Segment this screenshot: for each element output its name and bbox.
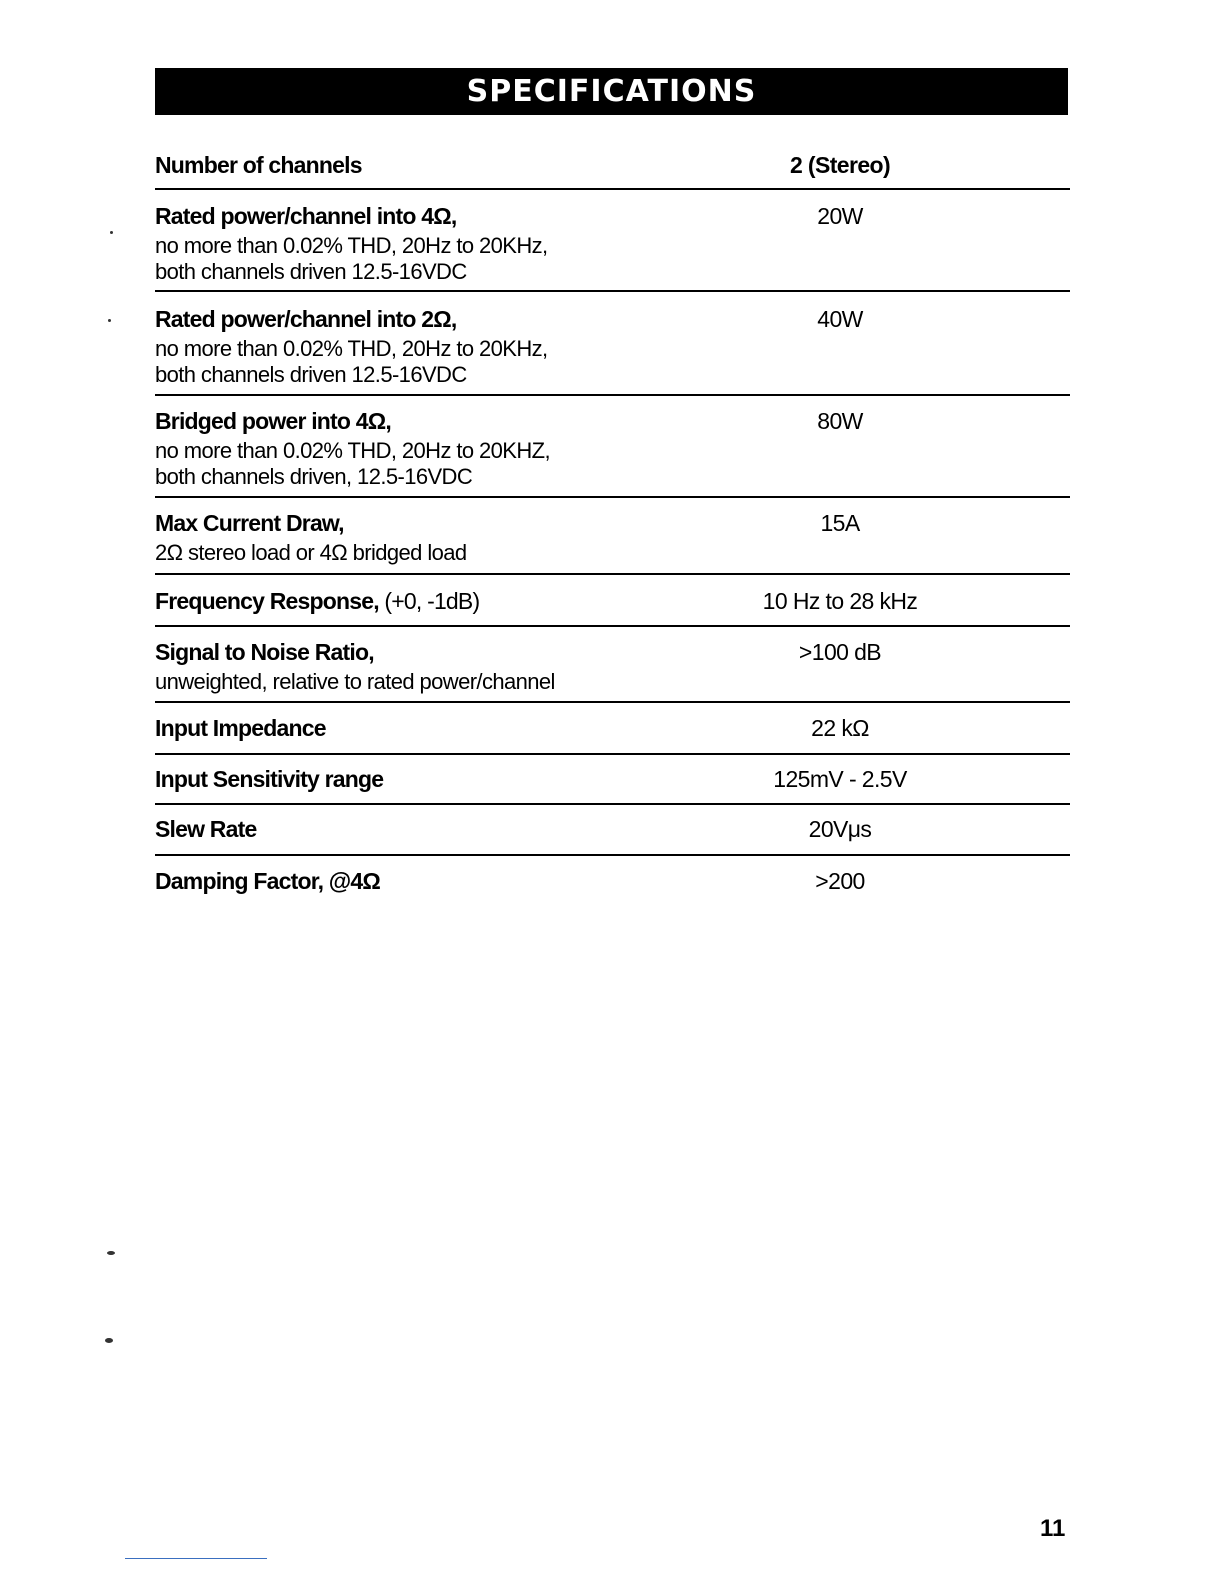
spec-row-signal-noise [155,639,1070,703]
spec-value: >100 dB [798,639,882,665]
spec-value: 15A [820,510,860,536]
spec-detail: 2Ω stereo load or 4Ω bridged load [155,540,467,565]
spec-detail: no more than 0.02% THD, 20Hz to 20KHZ, [155,438,550,463]
spec-label: Input Impedance [155,715,326,741]
spec-value: 40W [817,306,863,332]
scan-speck [105,1338,113,1343]
spec-detail: both channels driven 12.5-16VDC [155,259,467,284]
scan-speck [108,319,111,322]
scan-speck [107,1251,115,1255]
spec-row-max-current [155,510,1070,575]
spec-detail: unweighted, relative to rated power/channel [155,669,555,694]
spec-label-suffix: (+0, -1dB) [378,588,480,614]
spec-value: 80W [817,408,863,434]
spec-row-bridged-power [155,408,1070,498]
spec-value: 125mV - 2.5V [773,766,907,792]
spec-row-damping-factor [155,868,1070,898]
header-bar [155,68,1068,115]
spec-value: 20W [817,203,863,229]
spec-label: Slew Rate [155,816,257,842]
spec-label: Damping Factor, @4Ω [155,868,381,894]
spec-detail: both channels driven 12.5-16VDC [155,362,467,387]
spec-label: Max Current Draw, [155,510,344,536]
spec-detail: no more than 0.02% THD, 20Hz to 20KHz, [155,233,548,258]
spec-row-frequency-response [155,588,1070,627]
spec-label: Rated power/channel into 2Ω, [155,306,457,332]
spec-label: Bridged power into 4Ω, [155,408,391,434]
page-title: SPECIFICATIONS [466,74,757,109]
spec-detail: no more than 0.02% THD, 20Hz to 20KHz, [155,336,548,361]
footer-underline [125,1558,267,1559]
spec-row-input-sensitivity [155,766,1070,805]
spec-label: Rated power/channel into 4Ω, [155,203,457,229]
spec-label: Input Sensitivity range [155,766,384,792]
page-number: 11 [1040,1515,1066,1542]
spec-label: Frequency Response, [155,588,379,614]
spec-detail: both channels driven, 12.5-16VDC [155,464,473,489]
spec-row-slew-rate [155,816,1070,856]
spec-value: 2 (Stereo) [789,152,891,178]
scan-speck [110,231,113,234]
spec-label: Signal to Noise Ratio, [155,639,374,665]
spec-label: Number of channels [155,152,362,178]
spec-value: 20Vμs [808,816,872,842]
spec-row-power-4ohm [155,203,1070,292]
spec-row-power-2ohm [155,306,1070,396]
spec-row-channels [155,152,1070,190]
spec-value: 10 Hz to 28 kHz [762,588,918,614]
spec-row-input-impedance [155,715,1070,755]
spec-value: 22 kΩ [811,715,869,741]
spec-value: >200 [815,868,865,894]
